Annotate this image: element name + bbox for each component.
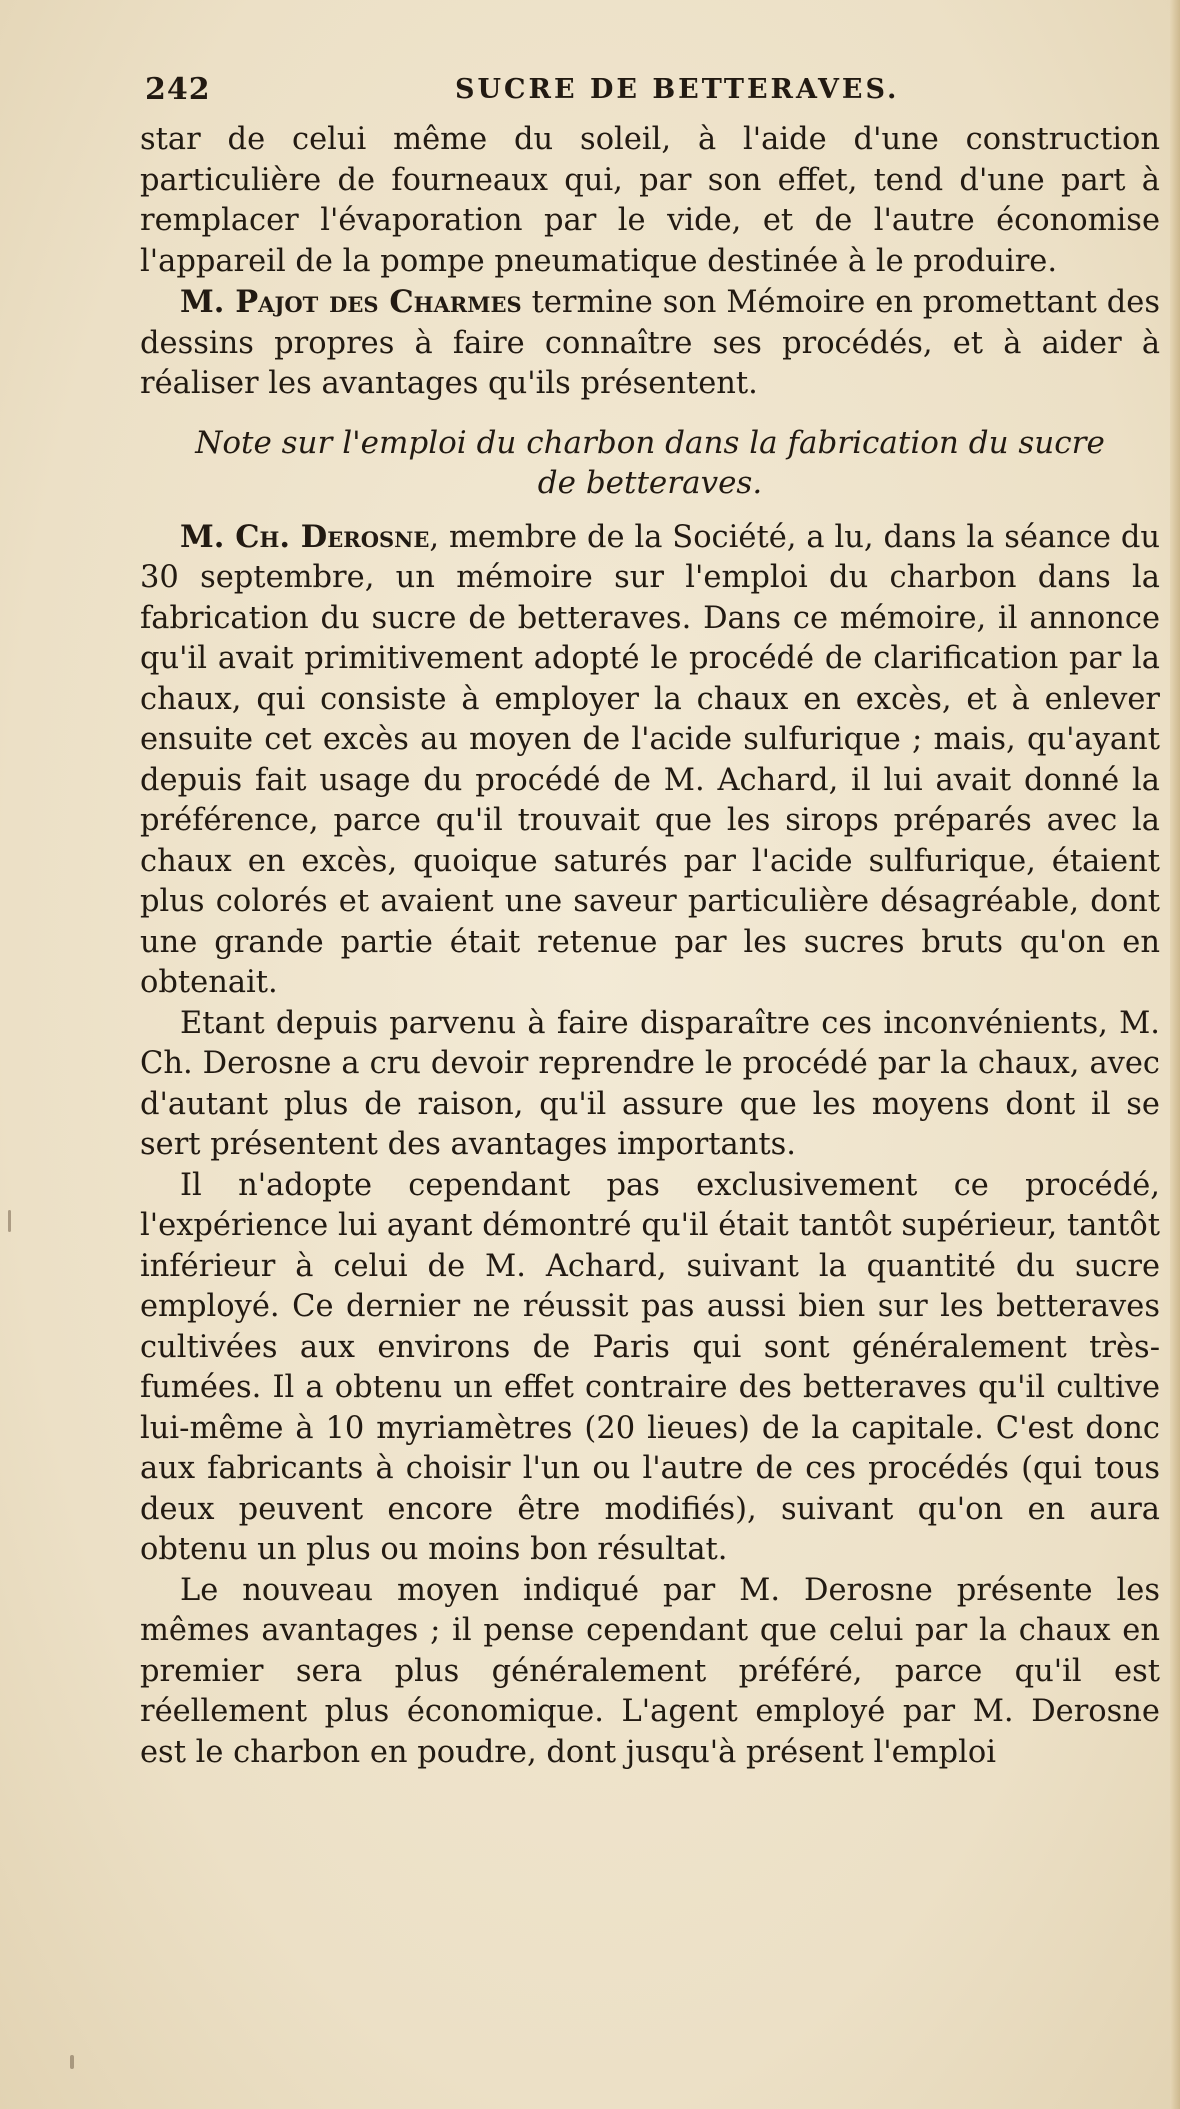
page-number: 242: [145, 72, 211, 107]
paragraph-experience: Il n'adopte cependant pas exclusivement ce procédé, l'expérience lui ayant démontré qu'il était tantôt supérieur, tantôt inférieur à celui de M. Achard, suivant la quantité du sucre employé. Ce dernier ne réussit pas aussi bien sur les betteraves cultivées aux environs de Paris qui sont généralement très-fumées. Il a obtenu un effet contraire des betteraves qu'il cultive lui-même à 10 myriamètres (20 lieues) de la capitale. C'est donc aux fabricants à choisir l'un ou l'autre de ces procédés (qui tous deux peuvent encore être modifiés), suivant qu'on en aura obtenu un plus ou moins bon résultat.: [140, 1167, 1160, 1567]
paragraph-text: termine son Mémoire en promettant des dessins propres à faire connaître ses procédés, et à aider à réaliser les avantages qu'ils présentent.: [140, 285, 1160, 401]
author-name: M. Ch. Derosne: [180, 518, 430, 555]
running-title: SUCRE DE BETTERAVES.: [455, 74, 900, 105]
page-gutter-shadow: [1170, 0, 1180, 2109]
section-title-line-1: Note sur l'emploi du charbon dans la fabrication du sucre: [195, 424, 1105, 461]
page-body: [140, 120, 1160, 1773]
paragraph-pajot: [140, 282, 1160, 405]
paragraph-text: , membre de la Société, a lu, dans la séance du 30 septembre, un mémoire sur l'emploi du charbon dans la fabrication du sucre de betteraves. Dans ce mémoire, il annonce qu'il avait primitivement adopté le procédé de clarification par la chaux, qui consiste à employer la chaux en excès, et à enlever ensuite cet excès au moyen de l'acide sulfurique ; mais, qu'ayant depuis fait usage du procédé de M. Achard, il lui avait donné la préférence, parce qu'il trouvait que les sirops préparés avec la chaux en excès, quoique saturés par l'acide sulfurique, étaient plus colorés et avaient une saveur particulière désagréable, dont une grande partie était retenue par les sucres bruts qu'on en obtenait.: [140, 519, 1160, 1000]
author-name: M. Pajot des Charmes: [180, 284, 522, 320]
paper-blemish: [70, 2055, 74, 2069]
paragraph-nouveau-moyen: Le nouveau moyen indiqué par M. Derosne présente les mêmes avantages ; il pense cependant que celui par la chaux en premier sera plus généralement préféré, parce qu'il est réellement plus économique. L'agent employé par M. Derosne est le charbon en poudre, dont jusqu'à présent l'emploi: [140, 1572, 1160, 1770]
paragraph-continuation: star de celui même du soleil, à l'aide d'une construction particulière de fourneaux qui, par son effet, tend d'une part à remplacer l'évaporation par le vide, et de l'autre économise l'appareil de la pompe pneumatique destinée à le produire.: [140, 122, 1160, 279]
paragraph-derosne: [140, 517, 1160, 1004]
section-title-line-2: de betteraves.: [537, 464, 763, 501]
paper-blemish: [8, 1210, 11, 1232]
paragraph-inconvenients: Etant depuis parvenu à faire disparaître ces inconvénients, M. Ch. Derosne a cru devoir reprendre le procédé par la chaux, avec d'autant plus de raison, qu'il assure que les moyens dont il se sert présentent des avantages importants.: [140, 1005, 1160, 1162]
section-title: [140, 423, 1160, 503]
